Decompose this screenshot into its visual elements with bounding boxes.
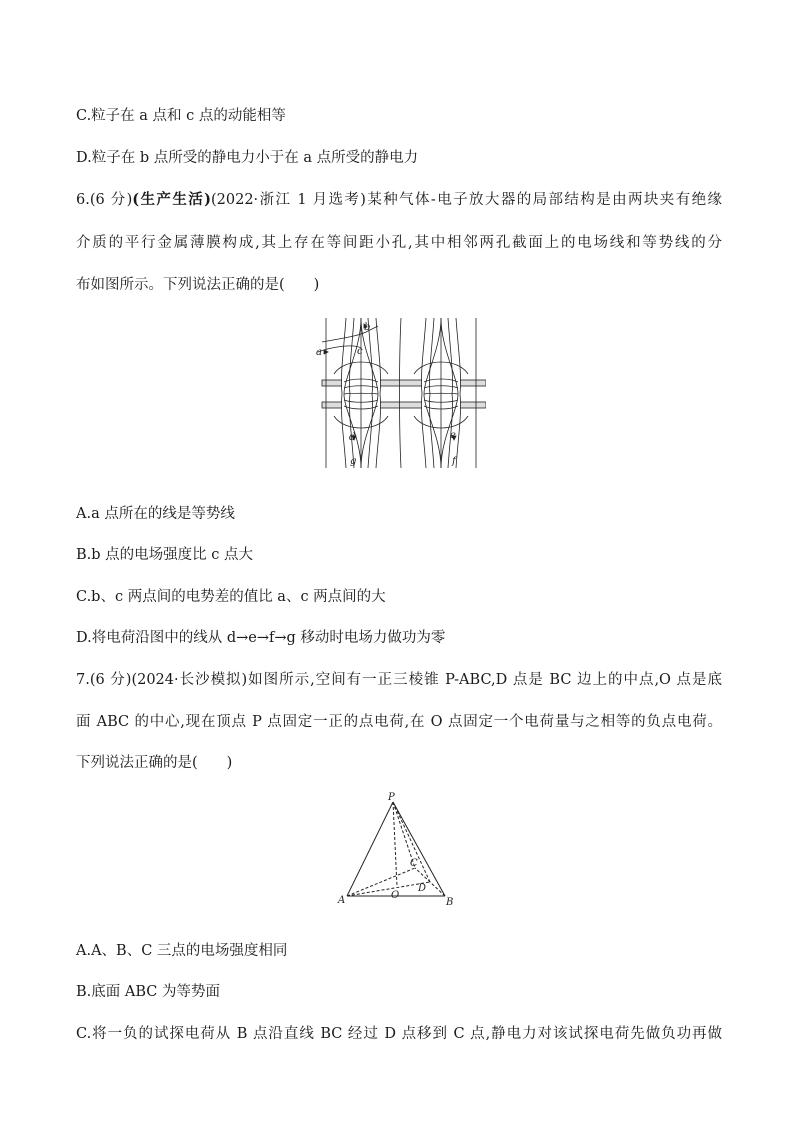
q6-line3: 布如图所示。下列说法正确的是( ) <box>76 277 320 293</box>
label-C: C <box>410 858 418 869</box>
q6-option-c: C.b、c 两点间的电势差的值比 a、c 两点间的大 <box>76 589 386 605</box>
q7-option-b: B.底面 ABC 为等势面 <box>76 984 220 1000</box>
q7-option-a: A.A、B、C 三点的电场强度相同 <box>76 943 288 959</box>
label-g: g <box>350 456 357 467</box>
pyramid-dashed-edges <box>347 802 445 896</box>
label-O: O <box>391 890 400 901</box>
q6-option-d: D.将电荷沿图中的线从 d→e→f→g 移动时电场力做功为零 <box>76 630 446 646</box>
label-a: a <box>316 347 322 358</box>
q6-line1 <box>76 190 722 210</box>
label-A: A <box>338 895 346 906</box>
label-f: f <box>452 456 456 467</box>
q6-option-b: B.b 点的电场强度比 c 点大 <box>76 547 253 563</box>
q7-line3: 下列说法正确的是( ) <box>76 755 233 771</box>
q7-option-c: C.将一负的试探电荷从 B 点沿直线 BC 经过 D 点移到 C 点,静电力对该试探电荷先做负功再做 <box>76 1026 722 1042</box>
q6-option-a: A.a 点所在的线是等势线 <box>76 506 235 522</box>
q7-line2: 面 ABC 的中心,现在顶点 P 点固定一正的点电荷,在 O 点固定一个电荷量与之相等的负点电荷。 <box>76 714 722 730</box>
q6-field-figure <box>314 318 486 470</box>
label-e: e <box>450 430 456 441</box>
label-c: c <box>357 346 363 357</box>
label-B: B <box>446 897 454 908</box>
q7-pyramid-figure <box>335 790 465 910</box>
option-d-previous: D.粒子在 b 点所受的静电力小于在 a 点所受的静电力 <box>76 150 419 166</box>
label-d: d <box>349 432 356 443</box>
q6-line1-rest: (2022·浙江 1 月选考)某种气体-电子放大器的局部结构是由两块夹有绝缘 <box>211 192 722 208</box>
option-c-previous: C.粒子在 a 点和 c 点的动能相等 <box>76 108 286 124</box>
label-D: D <box>418 883 427 894</box>
q6-line2: 介质的平行金属薄膜构成,其上存在等间距小孔,其中相邻两孔截面上的电场线和等势线的分 <box>76 235 722 251</box>
q7-line1: 7.(6 分)(2024·长沙模拟)如图所示,空间有一正三棱锥 P-ABC,D 点是 BC 边上的中点,O 点是底 <box>76 672 722 688</box>
label-b: b <box>364 322 371 333</box>
q6-tag: (生产生活) <box>132 191 211 208</box>
label-P: P <box>388 792 395 803</box>
q6-head: 6.(6 分) <box>76 192 133 208</box>
